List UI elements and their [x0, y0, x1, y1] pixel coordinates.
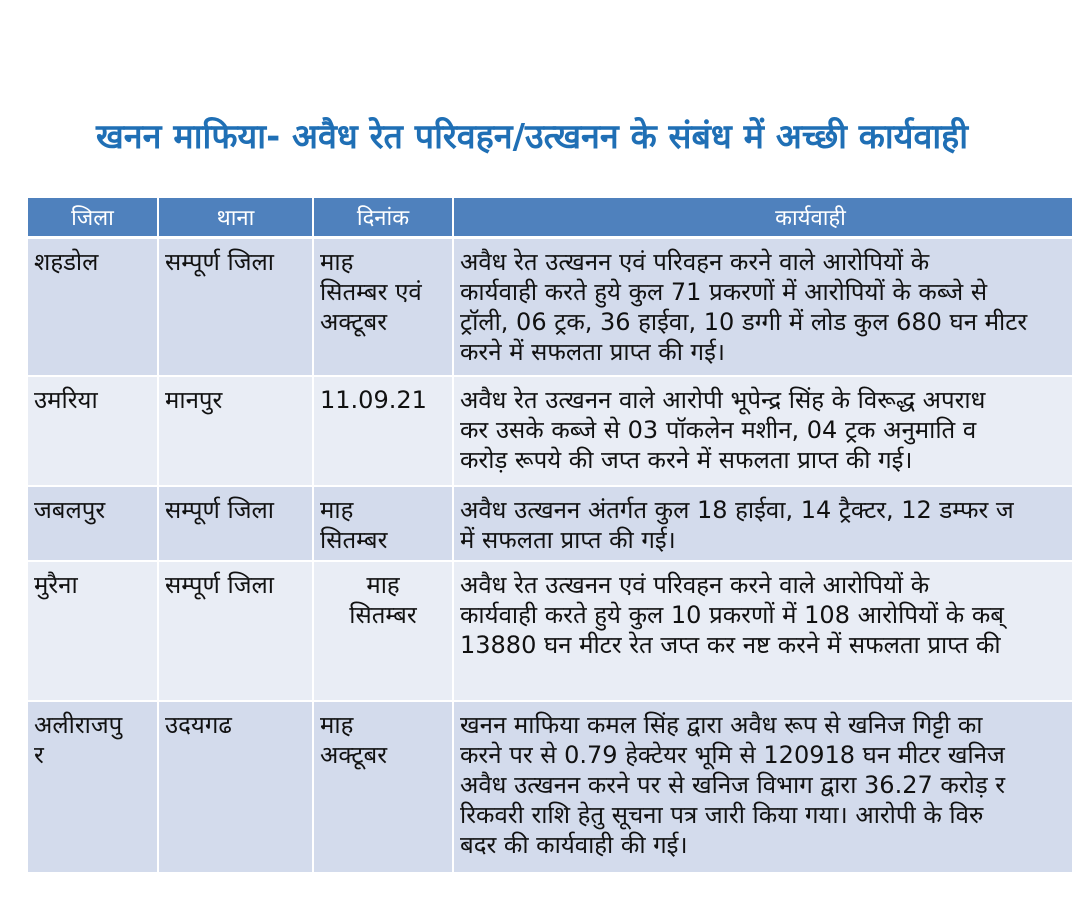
action-line: कार्यवाही करते हुये कुल 71 प्रकरणों में आरोपियों के कब्जे से	[460, 278, 988, 306]
mining-action-table	[28, 198, 1072, 874]
cell-district	[28, 701, 158, 873]
header-station: थाना	[158, 198, 313, 238]
action-line: खनन माफिया कमल सिंह द्वारा अवैध रूप से खनिज गिट्टी का	[460, 710, 983, 739]
cell-date	[313, 486, 453, 561]
cell-station: उदयगढ	[158, 701, 313, 873]
table-row	[28, 561, 1072, 701]
action-line: करने में सफलता प्राप्त की गई।	[460, 338, 725, 366]
action-line: में सफलता प्राप्त की गई।	[460, 525, 676, 554]
date-line: माह	[320, 710, 354, 739]
mining-action-table-container	[28, 198, 1072, 878]
action-line: कार्यवाही करते हुये कुल 10 प्रकरणों में 108 आरोपियों के कब्	[460, 600, 1004, 629]
district-line: र	[34, 740, 44, 769]
cell-date	[313, 561, 453, 701]
date-line: सितम्बर	[320, 525, 388, 554]
cell-action	[453, 376, 1072, 486]
cell-station: सम्पूर्ण जिला	[158, 561, 313, 701]
header-district: जिला	[28, 198, 158, 238]
cell-station: सम्पूर्ण जिला	[158, 238, 313, 376]
action-line: 13880 घन मीटर रेत जप्त कर नष्ट करने में सफलता प्राप्त की	[460, 630, 1001, 659]
action-line: करने पर से 0.79 हेक्टेयर भूमि से 120918 घन मीटर खनिज	[460, 740, 1005, 769]
cell-station: सम्पूर्ण जिला	[158, 486, 313, 561]
header-date: दिनांक	[313, 198, 453, 238]
date-line: सितम्बर	[349, 600, 417, 629]
cell-action	[453, 238, 1072, 376]
table-row	[28, 701, 1072, 873]
action-line: ट्रॉली, 06 ट्रक, 36 हाईवा, 10 डग्गी में लोड कुल 680 घन मीटर	[460, 308, 1028, 336]
cell-action	[453, 486, 1072, 561]
header-action: कार्यवाही	[453, 198, 1072, 238]
date-line: माह	[320, 495, 354, 524]
action-line: अवैध उत्खनन अंतर्गत कुल 18 हाईवा, 14 ट्रैक्टर, 12 डम्फर ज	[460, 495, 1014, 524]
table-row	[28, 376, 1072, 486]
action-line: अवैध रेत उत्खनन वाले आरोपी भूपेन्द्र सिंह के विरूद्ध अपराध	[460, 385, 986, 414]
cell-district: उमरिया	[28, 376, 158, 486]
cell-district: मुरैना	[28, 561, 158, 701]
date-line: 11.09.21	[320, 385, 427, 414]
action-line: रिकवरी राशि हेतु सूचना पत्र जारी किया गया। आरोपी के विरु	[460, 800, 984, 829]
cell-action	[453, 701, 1072, 873]
cell-date	[313, 376, 453, 486]
table-row	[28, 238, 1072, 376]
cell-action	[453, 561, 1072, 701]
table-header-row	[28, 198, 1072, 238]
table-row	[28, 486, 1072, 561]
action-line: करोड़ रूपये की जप्त करने में सफलता प्राप्त की गई।	[460, 445, 913, 474]
date-line: अक्टूबर	[320, 308, 388, 336]
action-line: अवैध रेत उत्खनन एवं परिवहन करने वाले आरोपियों के	[460, 570, 930, 599]
date-line: सितम्बर एवं	[320, 278, 422, 306]
cell-date	[313, 701, 453, 873]
date-line: माह	[320, 248, 354, 276]
cell-district: शहडोल	[28, 238, 158, 376]
date-line: माह	[366, 570, 400, 599]
cell-station: मानपुर	[158, 376, 313, 486]
page-title: खनन माफिया- अवैध रेत परिवहन/उत्खनन के संबंध में अच्छी कार्यवाही	[96, 117, 969, 157]
district-line: अलीराजपु	[34, 710, 123, 739]
action-line: अवैध रेत उत्खनन एवं परिवहन करने वाले आरोपियों के	[460, 248, 930, 276]
cell-district: जबलपुर	[28, 486, 158, 561]
action-line: कर उसके कब्जे से 03 पॉकलेन मशीन, 04 ट्रक अनुमाति व	[460, 415, 977, 444]
action-line: अवैध उत्खनन करने पर से खनिज विभाग द्वारा 36.27 करोड़ र	[460, 770, 1006, 799]
cell-date	[313, 238, 453, 376]
date-line: अक्टूबर	[320, 740, 388, 769]
action-line: बदर की कार्यवाही की गई।	[460, 830, 688, 859]
